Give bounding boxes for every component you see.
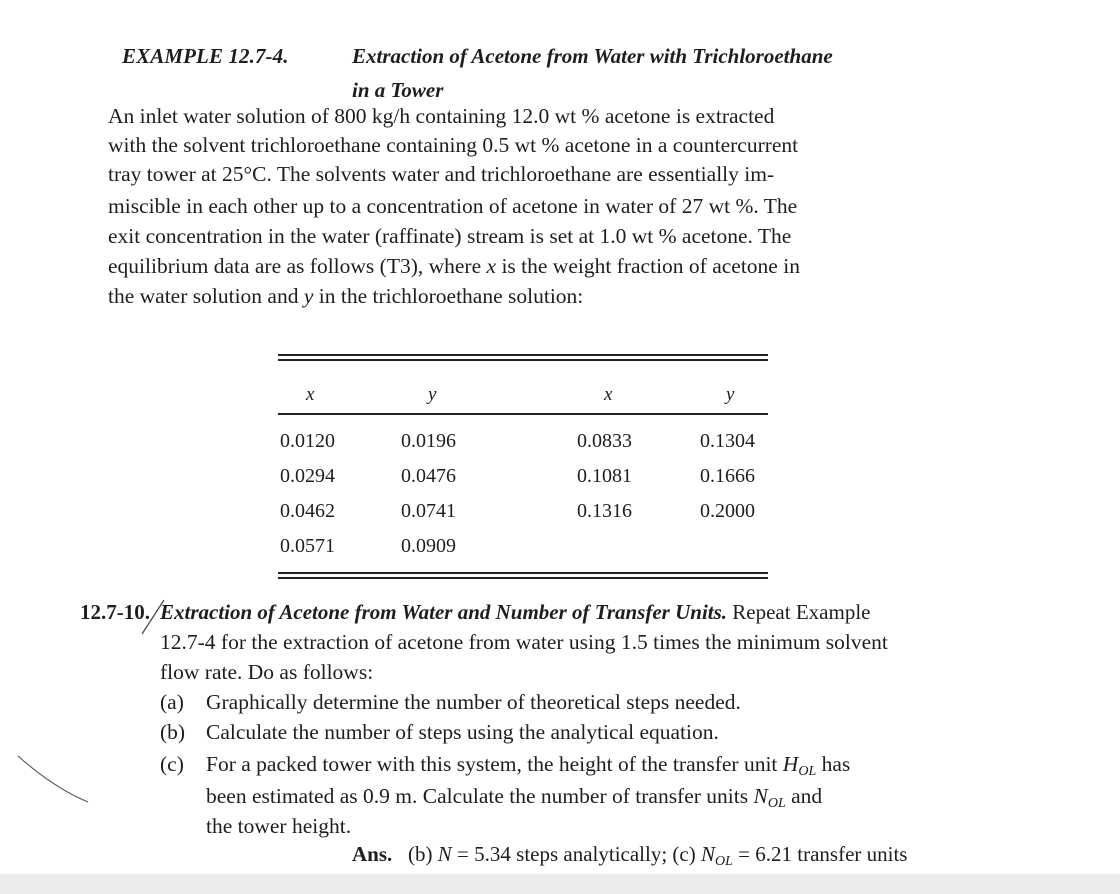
- table-cell: 0.1304: [700, 430, 755, 452]
- part-c-line-3: the tower height.: [206, 814, 352, 838]
- table-cell: 0.0462: [280, 500, 335, 522]
- table-header-x1: x: [306, 384, 315, 405]
- part-b-label: (b): [160, 720, 186, 744]
- body-line-6: equilibrium data are as follows (T3), where x is the weight fraction of acetone in: [108, 254, 800, 278]
- problem-title: Extraction of Acetone from Water and Number of Transfer Units. Repeat Example: [160, 600, 871, 624]
- table-bottom-rule-2: [278, 577, 768, 579]
- body-line-2: with the solvent trichloroethane containing 0.5 wt % acetone in a countercurrent: [108, 133, 799, 157]
- problem-number: 12.7-10.: [80, 600, 150, 624]
- part-c-line-2: been estimated as 0.9 m. Calculate the number of transfer units $N_{OL}$ and: [206, 784, 823, 811]
- table-cell: 0.0196: [401, 430, 456, 452]
- table-top-rule-2: [278, 359, 768, 361]
- table-cell: 0.1316: [577, 500, 632, 522]
- example-title-line2: in a Tower: [352, 78, 444, 102]
- body-line-3: tray tower at 25°C. The solvents water and trichloroethane are essentially im-: [108, 162, 775, 186]
- table-top-rule-1: [278, 354, 768, 356]
- part-a-text: Graphically determine the number of theoretical steps needed.: [206, 690, 741, 714]
- problem-line-2: flow rate. Do as follows:: [160, 660, 374, 684]
- problem-line-1: 12.7-4 for the extraction of acetone from water using 1.5 times the minimum solvent: [160, 630, 888, 654]
- table-cell: 0.0476: [401, 465, 456, 487]
- part-b-text: Calculate the number of steps using the analytical equation.: [206, 720, 719, 744]
- body-line-7: the water solution and y in the trichloroethane solution:: [108, 284, 584, 308]
- body-line-4: miscible in each other up to a concentration of acetone in water of 27 wt %. The: [108, 194, 798, 218]
- table-cell: 0.0833: [577, 430, 632, 452]
- table-cell: 0.1666: [700, 465, 755, 487]
- table-cell: 0.1081: [577, 465, 632, 487]
- answer-line: Ans. (b) N = 5.34 steps analytically; (c) $N_{OL} = 6.21$ transfer units: [352, 842, 908, 869]
- table-header-y1: y: [428, 384, 437, 405]
- part-c-line-1: For a packed tower with this system, the height of the transfer unit $H_{OL}$ has: [206, 752, 851, 779]
- example-label: EXAMPLE 12.7-4.: [122, 44, 289, 68]
- table-bottom-rule-1: [278, 572, 768, 574]
- part-a-label: (a): [160, 690, 184, 714]
- body-line-1: An inlet water solution of 800 kg/h containing 12.0 wt % acetone is extracted: [108, 104, 775, 128]
- table-cell: 0.0909: [401, 535, 456, 557]
- table-header-rule: [278, 413, 768, 415]
- table-cell: 0.0741: [401, 500, 456, 522]
- body-line-5: exit concentration in the water (raffinate) stream is set at 1.0 wt % acetone. The: [108, 224, 792, 248]
- table-cell: 0.0120: [280, 430, 335, 452]
- table-header-y2: y: [726, 384, 735, 405]
- example-title-line1: Extraction of Acetone from Water with Trichloroethane: [352, 44, 833, 68]
- scan-bottom-edge: [0, 874, 1120, 894]
- part-c-label: (c): [160, 752, 184, 776]
- table-header-x2: x: [604, 384, 613, 405]
- table-cell: 0.0294: [280, 465, 335, 487]
- table-cell: 0.0571: [280, 535, 335, 557]
- margin-pen-stroke: [14, 750, 94, 810]
- table-cell: 0.2000: [700, 500, 755, 522]
